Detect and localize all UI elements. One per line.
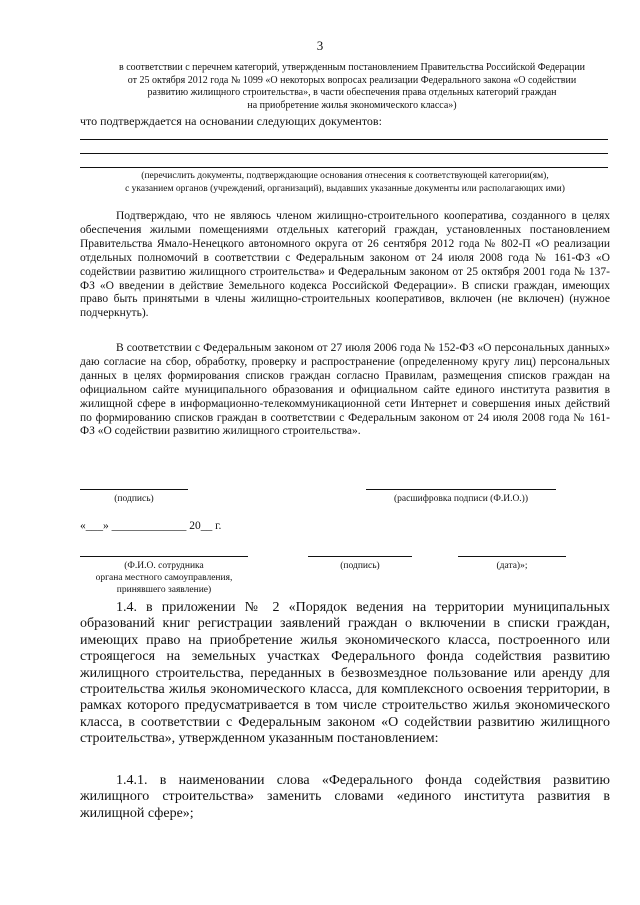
signature-label: (подпись) [114,494,154,504]
section-text: 1.4.1. в наименовании слова «Федерального фонда содействия развитию жилищного строительства» заменить словами «единого института развития в жилищной сфере»; [80,773,610,821]
documents-line [80,153,608,154]
note-line: (перечислить документы, подтверждающие основания отнесения к соответствующей категории(ям), [141,171,549,181]
documents-line [80,167,608,168]
confirmation-paragraph [80,210,610,321]
decryption-line [366,489,556,490]
section-1-4 [80,600,610,748]
header-block [92,62,612,112]
employee-signature-line [308,556,412,557]
employee-org-label: органа местного самоуправления, [95,573,233,583]
decryption-label: (расшифровка подписи (Ф.И.О.)) [393,494,529,504]
employee-fio-label: (Ф.И.О. сотрудника [124,561,204,571]
header-line: в соответствии с перечнем категорий, утвержденным постановлением Правительства Российской Федерации [119,62,585,73]
section-1-4-1 [80,773,610,822]
date-line: «___» _____________ 20__ г. [80,520,222,532]
documents-note [70,170,620,196]
employee-labels [80,560,248,596]
confirm-text: что подтверждается на основании следующих документов: [80,114,382,128]
employee-fio-line [80,556,248,557]
paragraph-text: Подтверждаю, что не являюсь членом жилищно-строительного кооператива, созданного в целях обеспечения жилыми помещениями отдельных категорий граждан, установленных постановлением Правительства Ямало-Ненецкого автономного округа от 26 сентября 2012 года № 802-П «О реализации отдельных полномочий в соответствии с Федеральным законом от 24 июля 2008 года № 161-ФЗ «О содействии развитию жилищного строительства» и Федеральным законом от 25 октября 2001 года № 137-ФЗ «О введении в действие Земельного кодекса Российской Федерации». В списки граждан, имеющих право быть принятыми в члены жилищно-строительных кооперативов, включен (не включен) (нужное подчеркнуть). [80,210,610,320]
section-text: 1.4. в приложении № 2 «Порядок ведения на территории муниципальных образований книг регистрации заявлений граждан о включении в списки граждан, имеющих право на приобретение жилья экономического класса, построенного или строящегося на земельных участках Федерального фонда содействия развитию жилищного строительства, переданных в безвозмездное пользование или аренду для строительства жилья экономического класса, для комплексного освоения территории, в рамках которого предусматривается в том числе строительство жилья экономического класса, в соответствии с Федеральным законом «О содействии развитию жилищного строительства», утвержденном указанным постановлением: [80,600,610,747]
note-line: с указанием органов (учреждений, организаций), выдавших указанные документы или располагающих ими) [125,183,565,194]
header-line: на приобретение жилья экономического класса») [247,99,457,111]
consent-paragraph [80,342,610,439]
employee-accepted-label: принявшего заявление) [116,585,212,595]
header-line: развитию жилищного строительства», в части обеспечения права отдельных категорий граждан [147,87,557,99]
documents-line [80,139,608,140]
employee-signature-label: (подпись) [340,561,380,571]
employee-date-label: (дата)»; [496,561,528,571]
signature-line [80,489,188,490]
paragraph-text: В соответствии с Федеральным законом от 27 июля 2006 года № 152-ФЗ «О персональных данных» даю согласие на сбор, обработку, проверку и распространение (определенному кругу лиц) персональных данных в целях формирования списков граждан согласно Правилам, размещения списков граждан на официальном сайте муниципального образования и официальном сайте единого института развития в жилищной сфере в информационно-телекоммуникационной сети Интернет и совершения иных действий по формированию списков граждан в соответствии с Федеральным законом от 24 июля 2008 года № 161-ФЗ «О содействии развитию жилищного строительства». [80,342,610,438]
page-number: 3 [316,38,324,53]
employee-date-line [458,556,566,557]
header-line: от 25 октября 2012 года № 1099 «О некоторых вопросах реализации Федерального закона «О содействии [127,74,577,86]
